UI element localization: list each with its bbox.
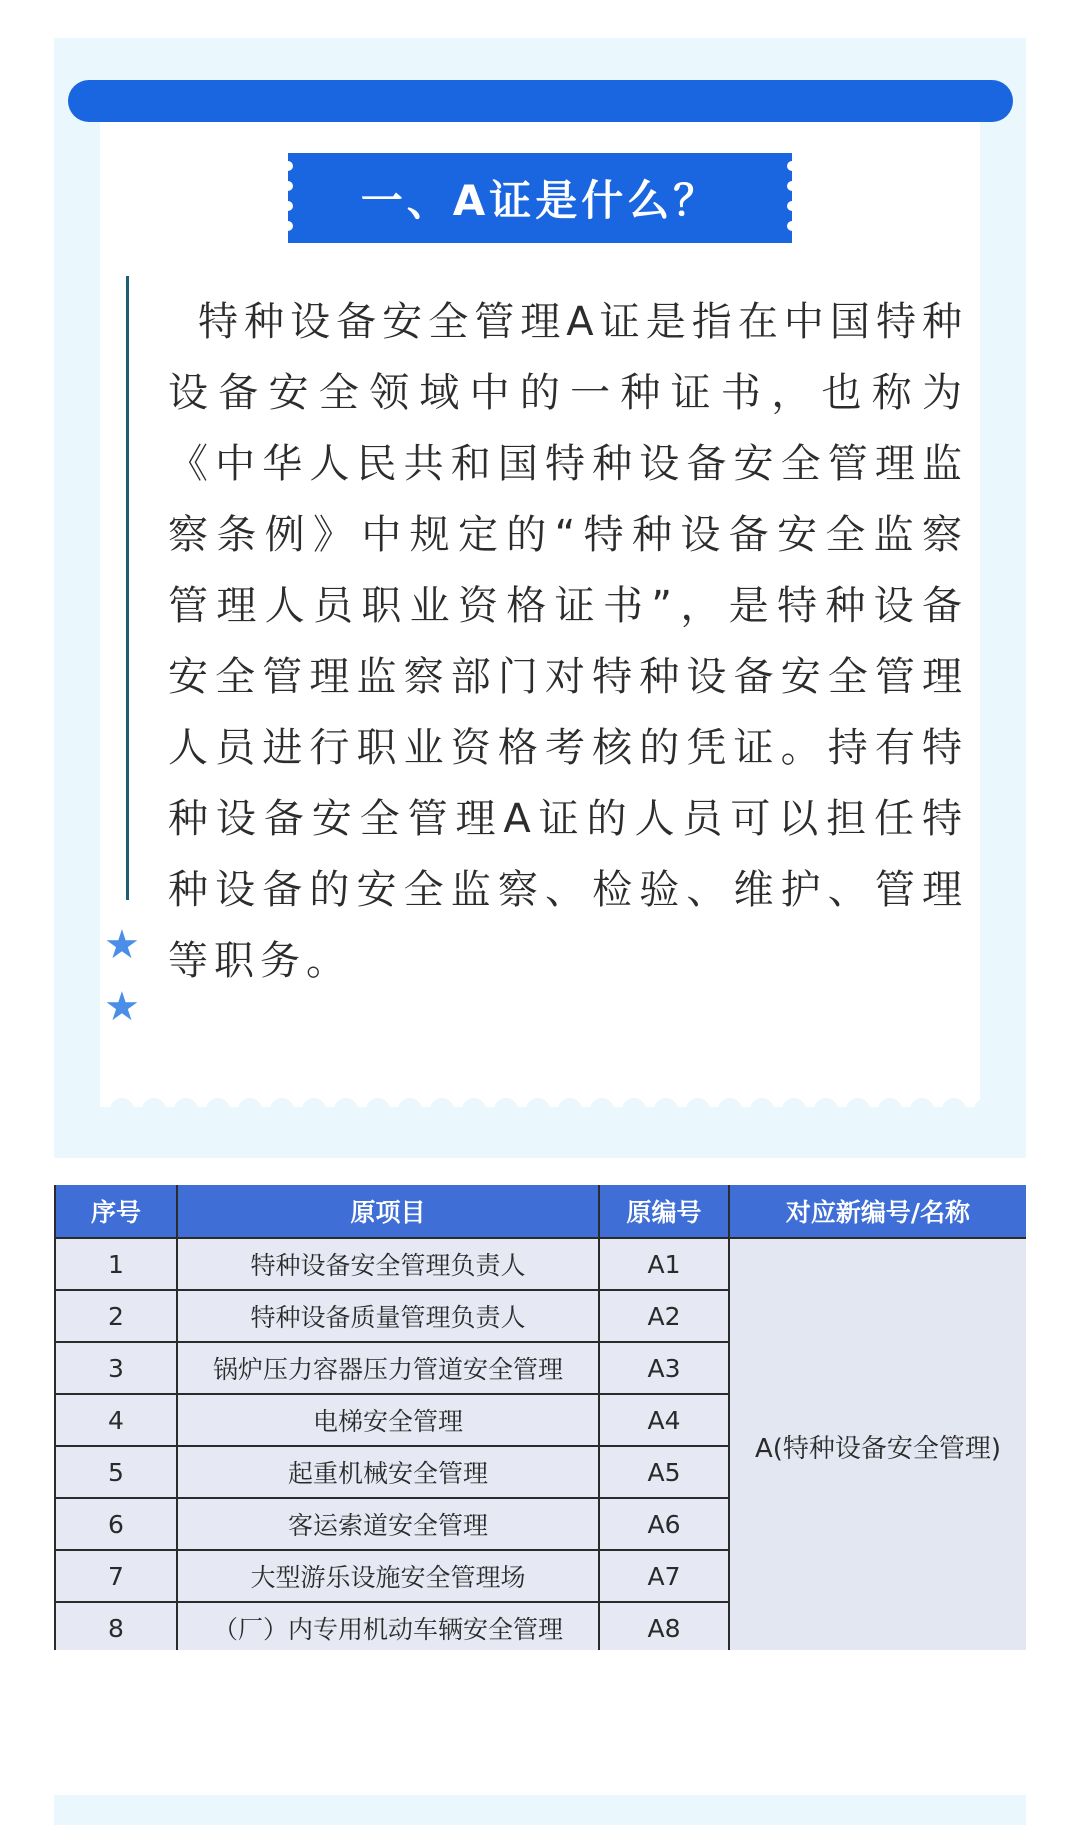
cell-no: 7 bbox=[55, 1550, 177, 1602]
cell-no: 4 bbox=[55, 1394, 177, 1446]
cell-code: A7 bbox=[599, 1550, 729, 1602]
scallop-dot bbox=[366, 1098, 390, 1110]
scallop-dot bbox=[526, 1098, 550, 1110]
section-title-ribbon bbox=[288, 153, 792, 243]
scallop-dot bbox=[142, 1098, 166, 1110]
header-item: 原项目 bbox=[177, 1185, 599, 1238]
cell-code: A4 bbox=[599, 1394, 729, 1446]
scallop-dot bbox=[814, 1098, 838, 1110]
cell-no: 8 bbox=[55, 1602, 177, 1650]
accent-line bbox=[126, 276, 129, 900]
scallop-dot bbox=[494, 1098, 518, 1110]
cell-item: 大型游乐设施安全管理场 bbox=[177, 1550, 599, 1602]
cell-item: 起重机械安全管理 bbox=[177, 1446, 599, 1498]
cell-item: 锅炉压力容器压力管道安全管理 bbox=[177, 1342, 599, 1394]
cell-no: 6 bbox=[55, 1498, 177, 1550]
scallop-dot bbox=[974, 1098, 980, 1110]
scallop-dot bbox=[558, 1098, 582, 1110]
scallop-dot bbox=[206, 1098, 230, 1110]
cell-code: A8 bbox=[599, 1602, 729, 1650]
scallop-dot bbox=[430, 1098, 454, 1110]
scallop-dot bbox=[302, 1098, 326, 1110]
cell-item: 电梯安全管理 bbox=[177, 1394, 599, 1446]
scallop-dot bbox=[750, 1098, 774, 1110]
scallop-dot bbox=[622, 1098, 646, 1110]
scallop-dot bbox=[942, 1098, 966, 1110]
scallop-dot bbox=[590, 1098, 614, 1110]
cell-item: 特种设备质量管理负责人 bbox=[177, 1290, 599, 1342]
star-icon: ★ bbox=[104, 922, 140, 968]
header-new-code: 对应新编号/名称 bbox=[729, 1185, 1026, 1238]
scallop-dot bbox=[110, 1098, 134, 1110]
cell-no: 1 bbox=[55, 1238, 177, 1290]
top-decor-bar bbox=[68, 80, 1013, 122]
header-no: 序号 bbox=[55, 1185, 177, 1238]
section-title: 一、A证是什么？ bbox=[360, 176, 720, 225]
cell-new-code: A(特种设备安全管理) bbox=[729, 1238, 1026, 1650]
scallop-dot bbox=[782, 1098, 806, 1110]
scallop-dot bbox=[878, 1098, 902, 1110]
cell-code: A6 bbox=[599, 1498, 729, 1550]
scallop-dot bbox=[718, 1098, 742, 1110]
cell-no: 5 bbox=[55, 1446, 177, 1498]
star-icon: ★ bbox=[104, 984, 140, 1030]
table-header-row bbox=[55, 1185, 1026, 1238]
scallop-dot bbox=[686, 1098, 710, 1110]
cell-item: 特种设备安全管理负责人 bbox=[177, 1238, 599, 1290]
cell-code: A1 bbox=[599, 1238, 729, 1290]
section-paragraph: 特种设备安全管理A证是指在中国特种设备安全领域中的一种证书，也称为《中华人民共和国特种设备安全管理监察条例》中规定的“特种设备安全监察管理人员职业资格证书”，是特种设备安全管理监察部门对特种设备安全管理人员进行职业资格考核的凭证。持有特种设备安全管理A证的人员可以担任特种设备的安全监察、检验、维护、管理等职务。 bbox=[168, 299, 968, 984]
scallop-dot bbox=[334, 1098, 358, 1110]
scallop-dot bbox=[462, 1098, 486, 1110]
scallop-dot bbox=[174, 1098, 198, 1110]
scallop-dot bbox=[846, 1098, 870, 1110]
cell-code: A3 bbox=[599, 1342, 729, 1394]
scallop-dot bbox=[910, 1098, 934, 1110]
card-scallop-edge bbox=[100, 1090, 980, 1110]
bottom-panel bbox=[54, 1795, 1026, 1825]
table-row bbox=[55, 1238, 1026, 1290]
cell-item: 客运索道安全管理 bbox=[177, 1498, 599, 1550]
scallop-dot bbox=[654, 1098, 678, 1110]
header-code: 原编号 bbox=[599, 1185, 729, 1238]
scallop-dot bbox=[238, 1098, 262, 1110]
scallop-dot bbox=[270, 1098, 294, 1110]
cell-item: （厂）内专用机动车辆安全管理 bbox=[177, 1602, 599, 1650]
cell-no: 2 bbox=[55, 1290, 177, 1342]
project-table bbox=[54, 1185, 1026, 1650]
cell-no: 3 bbox=[55, 1342, 177, 1394]
cell-code: A5 bbox=[599, 1446, 729, 1498]
cell-code: A2 bbox=[599, 1290, 729, 1342]
scallop-dot bbox=[398, 1098, 422, 1110]
